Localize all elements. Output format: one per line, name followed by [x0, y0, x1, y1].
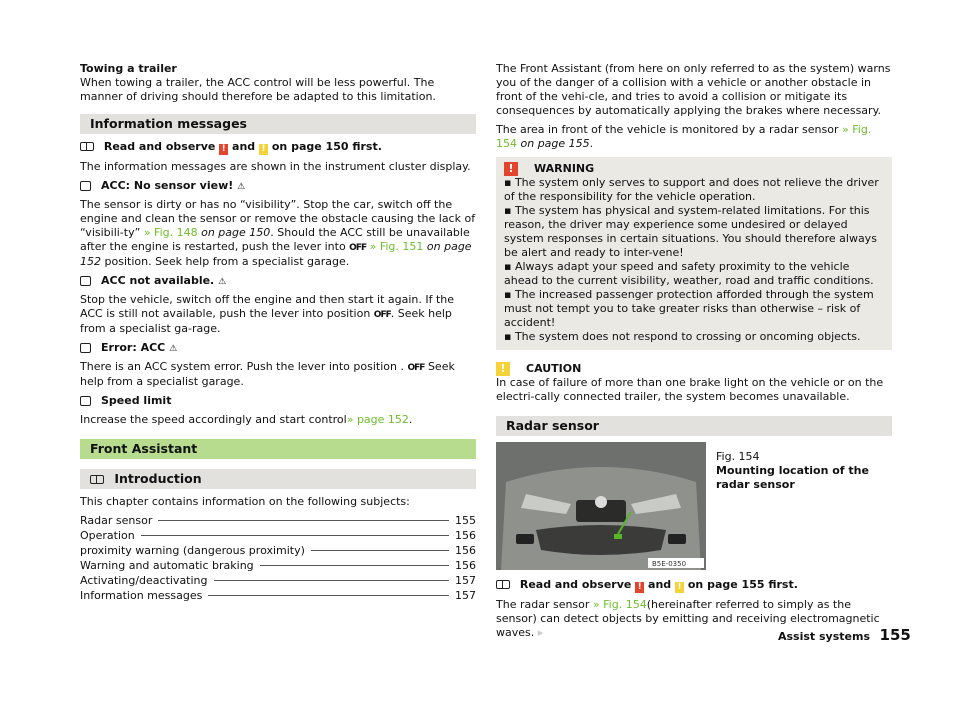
towing-text: When towing a trailer, the ACC control will be less powerful. The manner of driving should therefore be adapted to this limitation. [80, 76, 436, 103]
sensor-warning-icon: ⚠ [237, 182, 246, 192]
towing-title: Towing a trailer [80, 62, 177, 75]
page-footer [778, 628, 911, 644]
message-speed-limit: Speed limit Increase the speed accordingly and start control» page 152. [80, 394, 413, 426]
warning-item: ▪ The increased passenger protection afforded through the system must not tempt you to take greater risks than otherwise – risk of accident! [504, 288, 874, 329]
toc-item[interactable]: Information messages 157 [80, 589, 476, 602]
acc-off-symbol-icon: OFF [407, 363, 425, 373]
chapter-heading-front-assistant: Front Assistant [80, 439, 476, 459]
section-heading-introduction: Introduction [80, 469, 476, 489]
caution-icon: ! [496, 362, 510, 376]
warning-flag-icon: ! [219, 144, 228, 155]
figure-code: B5E-0350 [652, 560, 687, 568]
read-observe-note: Read and observe ! and ! on page 150 first. [80, 140, 476, 155]
car-front-illustration [496, 442, 706, 570]
display-message-icon [80, 276, 91, 286]
right-column: The Front Assistant (from here on only referred to as the system) warns you of the danger of a collision with a vehicle or another obstacle in front of the vehi-cle, and tries to avoid a collision or mitigate its consequences by automatically applying the brakes where necessary. The area in front of the vehicle is monitored by a radar sensor » Fig. 154 on page 155. ! WARNING ▪ The system only serves to support and does not relieve the driver of the responsibility for the vehicle operation. ▪ The system has physical and system-related limitations. For this reason, the driver may experience some undesired or delayed system responses in certain situations. You should therefore always be alert and ready to inter-vene! ▪ Always adapt your speed and safety proximity to the vehicle ahead to the current visibility, weather, road and traffic conditions. ▪ The increased passenger protection afforded through the system must not tempt you to take greater risks than otherwise – risk of accident! ▪ The system does not respond to crossing or oncoming objects. ! CAUTION In case of failure of more than one brake light on the vehicle or on the electri-cally connected trailer, the system becomes unavailable. Radar sensor B5E-0350 Fig. 154 Mounting location of the radar sensor Read and observe ! and ! on page 155 first. The radar sensor » Fig. 154(hereinafter referred to simply as the sensor) can detect objects by emitting and receiving electromagnetic waves. ▸ [496, 62, 891, 639]
link-fig-154[interactable]: » Fig. 154 [592, 598, 647, 611]
caution-flag-icon: ! [259, 144, 268, 155]
chapter-intro: This chapter contains information on the following subjects: [80, 495, 410, 508]
read-observe-note: Read and observe ! and ! on page 155 first. [496, 578, 892, 593]
message-no-sensor-view: ACC: No sensor view! ⚠ The sensor is dirty or has no “visibility”. Stop the car, switch off the engine and clean the sensor or remove the obstacle causing the lack of “visibili-ty” » Fig. 148 on page 150. Should the ACC still be unavailable after the engine is restarted, push the lever into OFF » Fig. 151 on page 152 position. Seek help from a specialist garage. [80, 179, 476, 268]
toc-item[interactable]: Operation 156 [80, 529, 476, 542]
left-column [80, 62, 476, 604]
link-fig-151[interactable]: » Fig. 151 [369, 240, 424, 253]
warning-icon: ! [504, 162, 518, 176]
warning-item: ▪ The system has physical and system-related limitations. For this reason, the driver may experience some undesired or delayed system responses in certain situations. You should therefore always be alert and ready to inter-vene! [504, 204, 877, 259]
link-page-152[interactable]: » page 152 [346, 413, 409, 426]
toc-item[interactable]: Radar sensor 155 [80, 514, 476, 527]
front-assistant-description: The Front Assistant (from here on only referred to as the system) warns you of the danger of a collision with a vehicle or another obstacle in front of the vehi-cle, and tries to avoid a collision or mitigate its consequences by automatically applying the brakes where necessary. [496, 62, 891, 117]
warning-item: ▪ The system only serves to support and does not relieve the driver of the responsibility for the vehicle operation. [504, 176, 879, 203]
display-message-icon [80, 396, 91, 406]
display-message-icon [80, 181, 91, 191]
sensor-warning-icon: ⚠ [169, 344, 178, 354]
message-acc-not-available: ACC not available. ⚠ Stop the vehicle, switch off the engine and then start it again. If the ACC is still not available, push the lever into position OFF. Seek help from a specialist ga-rage. [80, 274, 455, 335]
warning-flag-icon: ! [635, 582, 644, 593]
toc-item[interactable]: proximity warning (dangerous proximity) 156 [80, 544, 476, 557]
caution-label: CAUTION [526, 362, 582, 375]
continue-arrow-icon: ▸ [537, 626, 544, 639]
figure-caption: Mounting location of the radar sensor [716, 464, 869, 491]
radar-sensor-photo [496, 442, 706, 570]
link-fig-154[interactable]: » Fig. 154 [496, 123, 872, 150]
book-icon [90, 475, 104, 484]
caution-flag-icon: ! [675, 582, 684, 593]
warning-box [496, 157, 892, 350]
book-icon [496, 580, 510, 589]
figure-154 [496, 442, 892, 570]
info-intro: The information messages are shown in the instrument cluster display. [80, 160, 471, 173]
toc-item[interactable]: Warning and automatic braking 156 [80, 559, 476, 572]
warning-item: ▪ Always adapt your speed and safety proximity to the vehicle ahead to the current visibility, weather, road and traffic conditions. [504, 260, 874, 287]
figure-number: Fig. 154 [716, 450, 760, 463]
caution-text: In case of failure of more than one brake light on the vehicle or on the electri-cally connected trailer, the system becomes unavailable. [496, 376, 884, 403]
section-heading-radar-sensor: Radar sensor [496, 416, 892, 436]
table-of-contents [80, 514, 476, 603]
display-message-icon [80, 343, 91, 353]
toc-item[interactable]: Activating/deactivating 157 [80, 574, 476, 587]
footer-section: Assist systems [778, 630, 871, 643]
link-fig-148[interactable]: » Fig. 148 [143, 226, 198, 239]
caution-box [496, 362, 892, 404]
message-error-acc: Error: ACC ⚠ There is an ACC system error. Push the lever into position . OFF Seek help from a specialist garage. [80, 341, 455, 388]
warning-label: WARNING [534, 162, 595, 175]
acc-off-symbol-icon: OFF [349, 243, 367, 253]
warning-item: ▪ The system does not respond to crossing or oncoming objects. [504, 330, 861, 343]
section-heading-information-messages: Information messages [80, 114, 476, 134]
sensor-warning-icon: ⚠ [218, 277, 227, 287]
acc-off-symbol-icon: OFF [373, 310, 391, 320]
page-number: 155 [879, 626, 911, 644]
book-icon [80, 142, 94, 151]
